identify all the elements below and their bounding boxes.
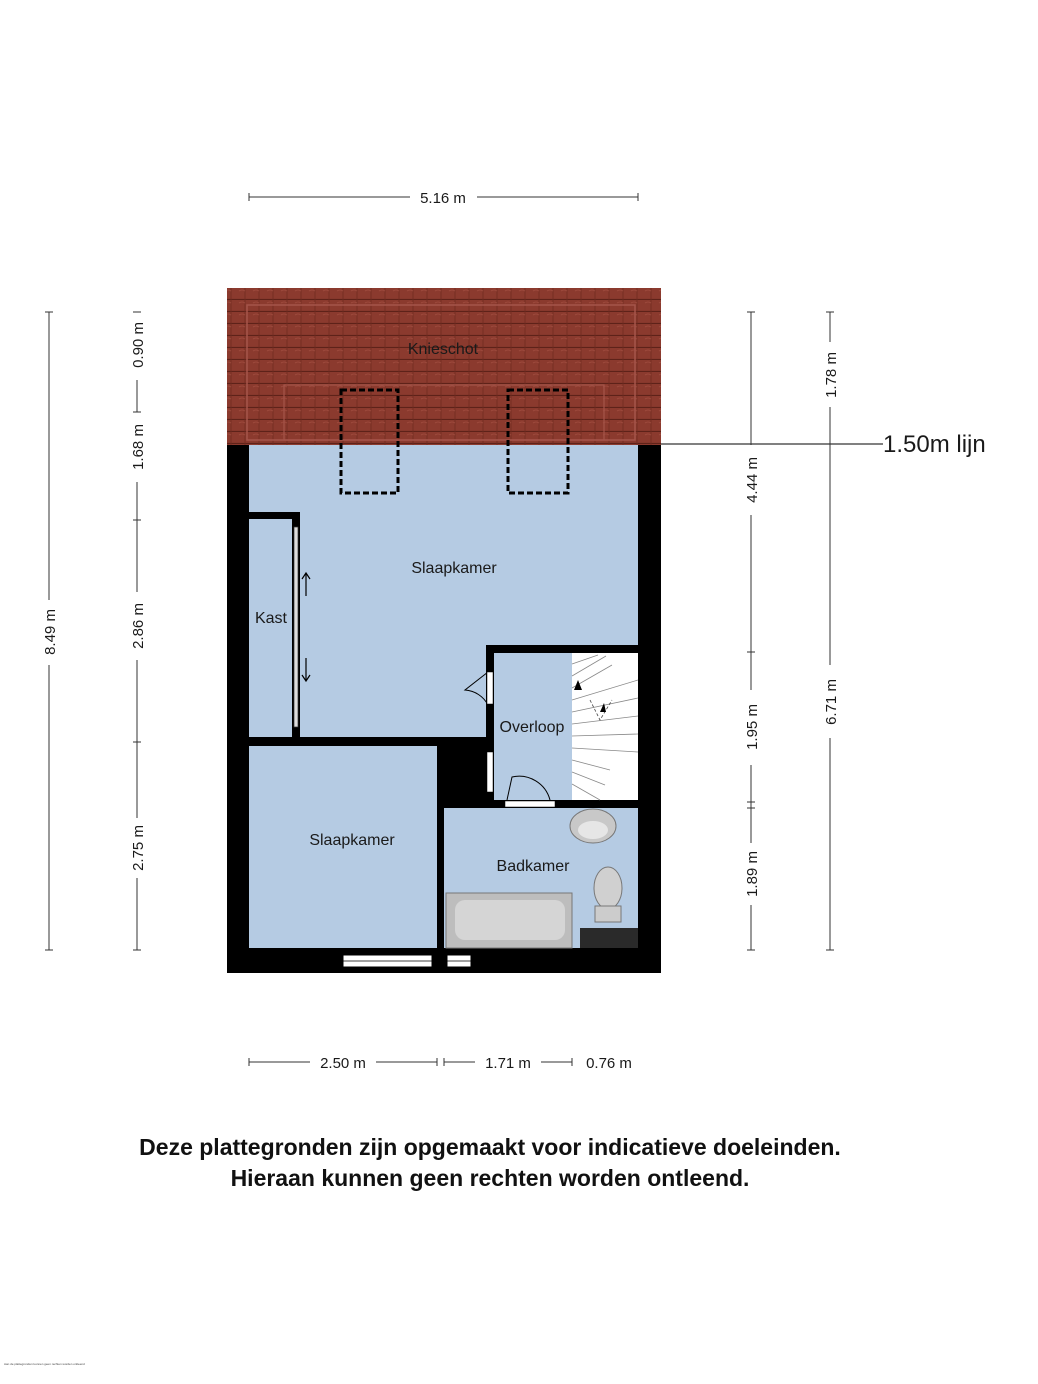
door-opening <box>487 672 493 704</box>
disclaimer-line-2: Hieraan kunnen geen rechten worden ontleend. <box>230 1165 750 1191</box>
door-opening <box>505 801 555 807</box>
kast-sliding-door <box>294 527 298 727</box>
footer-note: Aan de plattegronden kunnen geen rechten worden ontleend <box>4 1362 85 1366</box>
room-label-overloop: Overloop <box>499 719 565 736</box>
line-150m-label: 1.50m lijn <box>883 431 986 458</box>
shower-drain <box>580 928 638 948</box>
dim-right-outer: 6.71 m <box>823 679 840 725</box>
door-opening <box>487 752 493 792</box>
wall <box>437 800 444 973</box>
dim-right-inner: 1.95 m <box>744 704 761 750</box>
dim-top-width: 5.16 m <box>420 190 466 207</box>
dim-left-seg: 2.86 m <box>130 603 147 649</box>
wall <box>486 645 638 653</box>
dim-right-outer: 1.78 m <box>823 352 840 398</box>
dim-bottom: 1.71 m <box>485 1055 531 1072</box>
dim-left-seg: 0.90 m <box>130 322 147 368</box>
room-label-slaapkamer: Slaapkamer <box>309 832 395 849</box>
wall <box>249 737 494 746</box>
dim-left-seg: 1.68 m <box>130 424 147 470</box>
disclaimer-line-1: Deze plattegronden zijn opgemaakt voor indicatieve doeleinden. <box>139 1134 841 1160</box>
room-label-slaapkamer: Slaapkamer <box>411 560 497 577</box>
toilet-icon <box>594 867 622 909</box>
dim-right-inner: 4.44 m <box>744 457 761 503</box>
toilet-tank <box>595 906 621 922</box>
dim-right-inner: 1.89 m <box>744 851 761 897</box>
bathtub-basin <box>455 900 565 940</box>
dim-left-seg: 2.75 m <box>130 825 147 871</box>
dim-left-total: 8.49 m <box>42 609 59 655</box>
dim-bottom: 2.50 m <box>320 1055 366 1072</box>
room-label-badkamer: Badkamer <box>496 858 570 875</box>
dim-bottom: 0.76 m <box>586 1055 632 1072</box>
sink-basin <box>578 821 608 839</box>
room-label-kast: Kast <box>254 610 288 627</box>
stairs-area <box>572 652 638 800</box>
knieschot-roof <box>227 288 661 445</box>
room-label-knieschot: Knieschot <box>407 341 479 358</box>
